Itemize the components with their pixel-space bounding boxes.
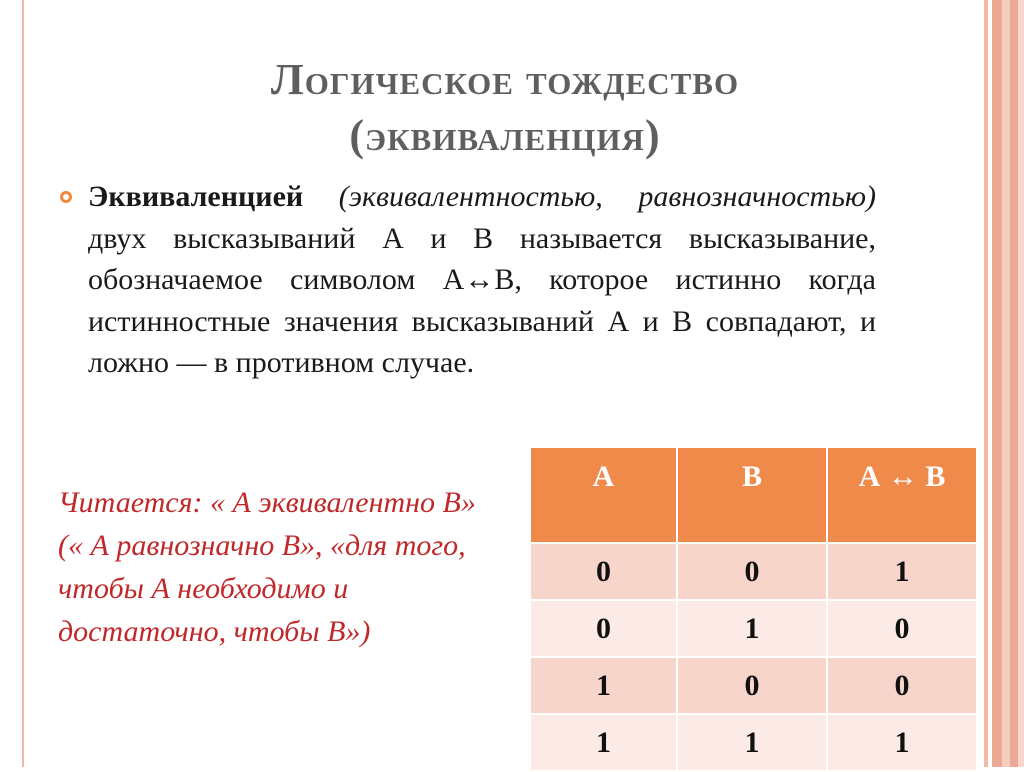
table-cell: 0	[530, 543, 677, 600]
definition-text	[88, 176, 876, 384]
table-cell: 1	[677, 600, 827, 657]
table-row	[530, 600, 977, 657]
title-line-2: (эквиваленция)	[349, 111, 661, 160]
header-equivalence: А ↔ В	[827, 447, 977, 543]
truth-table-header-row	[530, 447, 977, 543]
definition-body: двух высказываний А и В называется высказывание, обозначаемое символом А↔В, которое истинно когда истинностные значения высказываний А и В совпадают, и ложно — в противном случае.	[88, 221, 876, 379]
definition-parenthetical: (эквивалентностью, равнозначностью)	[338, 180, 876, 213]
table-cell: 1	[827, 543, 977, 600]
table-row	[530, 714, 977, 771]
frame-right-decoration	[980, 0, 1024, 767]
table-cell: 0	[827, 600, 977, 657]
table-cell: 1	[827, 714, 977, 771]
table-cell: 0	[530, 600, 677, 657]
title-line-1: Логическое тождество	[270, 55, 740, 104]
table-cell: 0	[677, 657, 827, 714]
frame-left-line	[22, 0, 24, 767]
truth-table	[529, 446, 978, 772]
table-row	[530, 657, 977, 714]
definition-term: Эквиваленцией	[88, 180, 304, 213]
header-a: А	[530, 447, 677, 543]
bullet-icon	[60, 191, 72, 203]
reading-note: Читается: « А эквивалентно В» (« А равнозначно В», «для того, чтобы А необходимо и достаточно, чтобы В»)	[58, 486, 476, 648]
slide-title	[40, 52, 970, 164]
table-cell: 1	[677, 714, 827, 771]
table-cell: 1	[530, 714, 677, 771]
table-row	[530, 543, 977, 600]
table-cell: 1	[530, 657, 677, 714]
table-cell: 0	[677, 543, 827, 600]
table-cell: 0	[827, 657, 977, 714]
header-b: В	[677, 447, 827, 543]
